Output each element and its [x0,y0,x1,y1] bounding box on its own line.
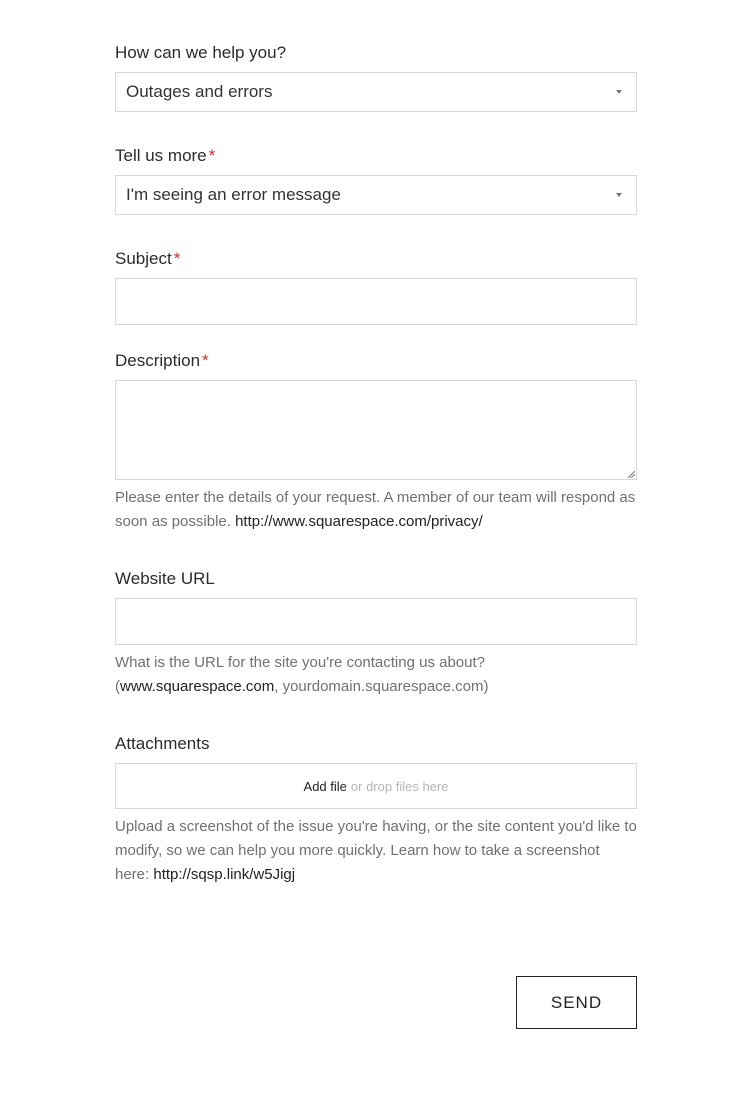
add-file-button[interactable]: Add file [303,778,347,794]
description-textarea[interactable] [115,380,637,480]
website-url-help-line1: What is the URL for the site you're contacting us about? [115,654,486,671]
send-button[interactable]: SEND [516,976,637,1029]
open-paren: ( [115,678,120,695]
website-url-help-line2 [115,675,637,699]
privacy-link[interactable]: http://www.squarespace.com/privacy/ [235,513,483,530]
screenshot-help-link[interactable]: http://sqsp.link/w5Jigj [153,866,296,883]
attachments-help-text: Upload a screenshot of the issue you're having, or the site content you'd like to modify, so we can help you more quickly. Learn how to take a screenshot here: [115,818,637,883]
required-mark: * [202,351,209,370]
attachments-help [115,815,637,887]
website-url-label [115,569,215,589]
dropzone-text [116,764,636,808]
help-type-select[interactable] [115,72,637,112]
subject-input[interactable] [115,278,637,325]
subject-label-text: Subject [115,249,172,268]
description-help-text: Please enter the details of your request. A member of our team will respond as soon as possible. [115,489,636,530]
website-url-help-rest: , yourdomain.squarespace.com) [274,678,489,695]
description-help [115,486,637,534]
help-type-value: Outages and errors [126,82,273,101]
required-mark: * [173,249,181,268]
caret-down-icon [616,90,622,94]
tell-more-value: I'm seeing an error message [126,185,341,204]
attachments-dropzone[interactable] [115,763,637,809]
tell-more-label [115,146,215,166]
caret-down-icon [616,193,622,197]
attachments-label-text: Attachments [115,734,210,753]
squarespace-link[interactable]: www.squarespace.com [120,678,275,695]
drop-hint: or drop files here [350,778,449,794]
required-mark: * [208,146,216,165]
subject-label [115,249,180,269]
description-label [115,351,209,371]
attachments-label [115,734,210,754]
help-type-label-text: How can we help you? [115,43,287,62]
website-url-input[interactable] [115,598,637,645]
website-url-label-text: Website URL [115,569,215,588]
help-type-label [115,43,286,63]
resize-grip-icon[interactable] [627,470,635,478]
tell-more-select[interactable] [115,175,637,215]
website-url-help [115,651,637,699]
tell-more-label-text: Tell us more [115,146,207,165]
description-label-text: Description [115,351,201,370]
